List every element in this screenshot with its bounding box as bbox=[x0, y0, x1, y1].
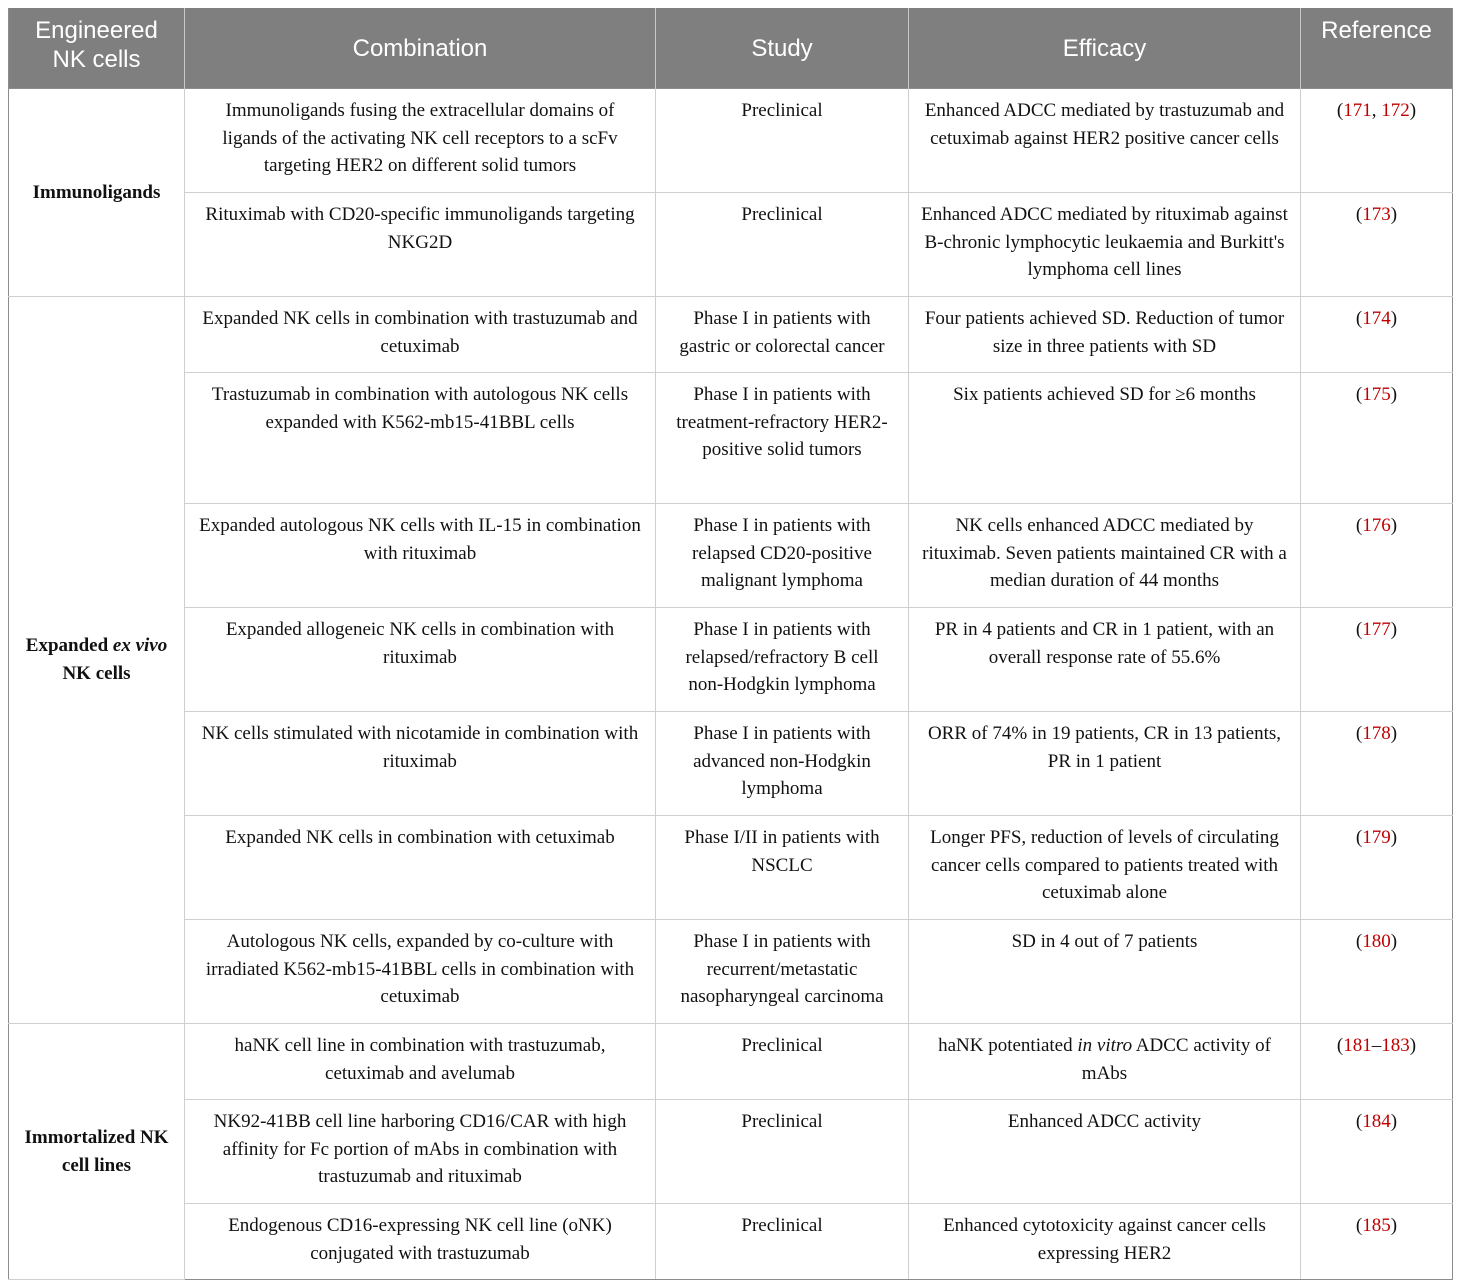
study-cell: Phase I in patients with relapsed CD20-positive malignant lymphoma bbox=[656, 504, 909, 608]
combination-cell: Autologous NK cells, expanded by co-culture with irradiated K562-mb15-41BBL cells in combination with cetuximab bbox=[185, 920, 656, 1024]
combination-cell: Expanded autologous NK cells with IL-15 in combination with rituximab bbox=[185, 504, 656, 608]
reference-link[interactable]: 177 bbox=[1362, 619, 1391, 640]
reference-cell: (173) bbox=[1301, 193, 1453, 297]
reference-link[interactable]: 180 bbox=[1362, 931, 1391, 952]
efficacy-cell: Enhanced cytotoxicity against cancer cells expressing HER2 bbox=[909, 1204, 1301, 1280]
reference-link[interactable]: 175 bbox=[1362, 384, 1391, 405]
table-row bbox=[9, 608, 1453, 712]
combination-cell: Endogenous CD16-expressing NK cell line (oNK) conjugated with trastuzumab bbox=[185, 1204, 656, 1280]
study-cell: Preclinical bbox=[656, 1100, 909, 1204]
efficacy-cell: Four patients achieved SD. Reduction of tumor size in three patients with SD bbox=[909, 297, 1301, 373]
efficacy-cell: NK cells enhanced ADCC mediated by rituximab. Seven patients maintained CR with a median duration of 44 months bbox=[909, 504, 1301, 608]
reference-link[interactable]: 179 bbox=[1362, 827, 1391, 848]
combination-cell: NK cells stimulated with nicotamide in combination with rituximab bbox=[185, 712, 656, 816]
group-expanded-ex-vivo: Expanded ex vivo NK cells bbox=[9, 297, 185, 1024]
table-row bbox=[9, 920, 1453, 1024]
table-row bbox=[9, 297, 1453, 373]
combination-cell: Expanded NK cells in combination with trastuzumab and cetuximab bbox=[185, 297, 656, 373]
efficacy-cell: Longer PFS, reduction of levels of circulating cancer cells compared to patients treated with cetuximab alone bbox=[909, 816, 1301, 920]
combination-cell: Rituximab with CD20-specific immunoligands targeting NKG2D bbox=[185, 193, 656, 297]
nk-combination-table bbox=[8, 8, 1453, 1280]
table-row bbox=[9, 1100, 1453, 1204]
reference-link[interactable]: 178 bbox=[1362, 723, 1391, 744]
table-row bbox=[9, 373, 1453, 504]
group-immortalized-nk-cell-lines: Immortalized NK cell lines bbox=[9, 1024, 185, 1280]
reference-link[interactable]: 176 bbox=[1362, 515, 1391, 536]
reference-cell: (179) bbox=[1301, 816, 1453, 920]
study-cell: Preclinical bbox=[656, 89, 909, 193]
combination-cell: haNK cell line in combination with trastuzumab, cetuximab and avelumab bbox=[185, 1024, 656, 1100]
efficacy-cell: PR in 4 patients and CR in 1 patient, with an overall response rate of 55.6% bbox=[909, 608, 1301, 712]
header-combination: Combination bbox=[185, 8, 656, 89]
reference-cell: (176) bbox=[1301, 504, 1453, 608]
study-cell: Phase I in patients with relapsed/refractory B cell non-Hodgkin lymphoma bbox=[656, 608, 909, 712]
table-row bbox=[9, 504, 1453, 608]
study-cell: Phase I in patients with gastric or colorectal cancer bbox=[656, 297, 909, 373]
study-cell: Preclinical bbox=[656, 1024, 909, 1100]
efficacy-cell: Enhanced ADCC mediated by trastuzumab and cetuximab against HER2 positive cancer cells bbox=[909, 89, 1301, 193]
reference-cell: (174) bbox=[1301, 297, 1453, 373]
reference-link[interactable]: 181 bbox=[1343, 1035, 1372, 1056]
efficacy-cell: Enhanced ADCC mediated by rituximab against B-chronic lymphocytic leukaemia and Burkitt's lymphoma cell lines bbox=[909, 193, 1301, 297]
combination-cell: Trastuzumab in combination with autologous NK cells expanded with K562-mb15-41BBL cells bbox=[185, 373, 656, 504]
group-immunoligands: Immunoligands bbox=[9, 89, 185, 297]
header-engineered-nk-cells: Engineered NK cells bbox=[9, 8, 185, 89]
reference-cell: (171, 172) bbox=[1301, 89, 1453, 193]
efficacy-cell: Six patients achieved SD for ≥6 months bbox=[909, 373, 1301, 504]
combination-cell: Immunoligands fusing the extracellular domains of ligands of the activating NK cell receptors to a scFv targeting HER2 on different solid tumors bbox=[185, 89, 656, 193]
study-cell: Preclinical bbox=[656, 193, 909, 297]
table-row bbox=[9, 816, 1453, 920]
reference-link[interactable]: 173 bbox=[1362, 204, 1391, 225]
reference-link[interactable]: 172 bbox=[1381, 100, 1410, 121]
combination-cell: NK92-41BB cell line harboring CD16/CAR with high affinity for Fc portion of mAbs in combination with trastuzumab and rituximab bbox=[185, 1100, 656, 1204]
reference-cell: (177) bbox=[1301, 608, 1453, 712]
efficacy-cell: Enhanced ADCC activity bbox=[909, 1100, 1301, 1204]
reference-cell: (181–183) bbox=[1301, 1024, 1453, 1100]
reference-link[interactable]: 184 bbox=[1362, 1111, 1391, 1132]
efficacy-cell: haNK potentiated in vitro ADCC activity of mAbs bbox=[909, 1024, 1301, 1100]
header-row bbox=[9, 8, 1453, 89]
study-cell: Phase I/II in patients with NSCLC bbox=[656, 816, 909, 920]
combination-cell: Expanded NK cells in combination with cetuximab bbox=[185, 816, 656, 920]
table-row bbox=[9, 1204, 1453, 1280]
study-cell: Phase I in patients with recurrent/metastatic nasopharyngeal carcinoma bbox=[656, 920, 909, 1024]
reference-cell: (180) bbox=[1301, 920, 1453, 1024]
table-row bbox=[9, 193, 1453, 297]
reference-cell: (184) bbox=[1301, 1100, 1453, 1204]
reference-cell: (175) bbox=[1301, 373, 1453, 504]
combination-cell: Expanded allogeneic NK cells in combination with rituximab bbox=[185, 608, 656, 712]
study-cell: Phase I in patients with advanced non-Hodgkin lymphoma bbox=[656, 712, 909, 816]
efficacy-cell: SD in 4 out of 7 patients bbox=[909, 920, 1301, 1024]
study-cell: Preclinical bbox=[656, 1204, 909, 1280]
header-reference: Reference bbox=[1301, 8, 1453, 89]
study-cell: Phase I in patients with treatment-refractory HER2-positive solid tumors bbox=[656, 373, 909, 504]
reference-cell: (178) bbox=[1301, 712, 1453, 816]
header-efficacy: Efficacy bbox=[909, 8, 1301, 89]
reference-link[interactable]: 183 bbox=[1381, 1035, 1410, 1056]
table-row bbox=[9, 712, 1453, 816]
reference-link[interactable]: 185 bbox=[1362, 1215, 1391, 1236]
reference-cell: (185) bbox=[1301, 1204, 1453, 1280]
reference-link[interactable]: 174 bbox=[1362, 308, 1391, 329]
reference-link[interactable]: 171 bbox=[1343, 100, 1372, 121]
table-row bbox=[9, 89, 1453, 193]
table-row bbox=[9, 1024, 1453, 1100]
header-study: Study bbox=[656, 8, 909, 89]
efficacy-cell: ORR of 74% in 19 patients, CR in 13 patients, PR in 1 patient bbox=[909, 712, 1301, 816]
